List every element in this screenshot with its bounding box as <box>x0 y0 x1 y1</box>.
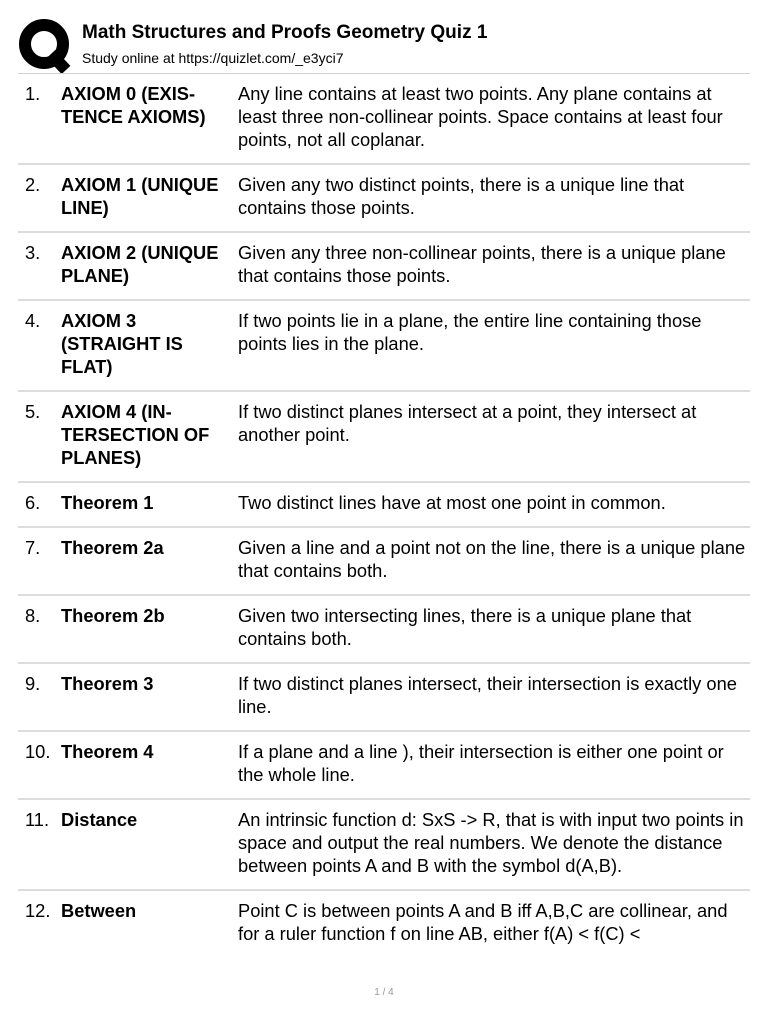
row-term: AXIOM 3 (STRAIGHT IS FLAT) <box>61 310 183 377</box>
row-number: 8. <box>25 605 41 626</box>
header <box>18 18 750 74</box>
row-definition: Point C is between points A and B iff A,B,C are collinear, and for a ruler function f on line AB, either f(A) < f(C) < <box>238 900 728 944</box>
row-number: 12. <box>25 900 51 921</box>
page-subtitle: Study online at https://quizlet.com/_e3yci7 <box>82 50 344 66</box>
row-number: 9. <box>25 673 41 694</box>
row-term: Between <box>61 900 137 921</box>
row-definition: If two points lie in a plane, the entire line containing those points lies in the plane. <box>238 310 702 354</box>
row-number: 2. <box>25 174 41 195</box>
row-definition: Given any three non-collinear points, there is a unique plane that contains those points. <box>238 242 726 286</box>
table-row <box>18 165 750 233</box>
table-row <box>18 392 750 483</box>
row-number: 7. <box>25 537 41 558</box>
table-row <box>18 800 750 891</box>
table-row <box>18 732 750 800</box>
row-definition: Any line contains at least two points. Any plane contains at least three non-collinear points. Space contains at least four points, not all coplanar. <box>238 83 723 150</box>
row-term: AXIOM 4 (IN-TERSECTION OF PLANES) <box>61 401 210 468</box>
page-number: 1 / 4 <box>374 987 394 998</box>
row-term: Theorem 3 <box>61 673 154 694</box>
row-definition: If a plane and a line ), their intersection is either one point or the whole line. <box>238 741 724 785</box>
row-term: Theorem 4 <box>61 741 154 762</box>
row-number: 3. <box>25 242 41 263</box>
row-number: 1. <box>25 83 41 104</box>
table-row <box>18 74 750 165</box>
row-definition: Two distinct lines have at most one point in common. <box>238 492 666 513</box>
table-row <box>18 483 750 528</box>
row-term: Theorem 2b <box>61 605 165 626</box>
row-definition: Given a line and a point not on the line, there is a unique plane that contains both. <box>238 537 746 581</box>
row-term: AXIOM 0 (EXIS-TENCE AXIOMS) <box>61 83 206 127</box>
row-number: 4. <box>25 310 41 331</box>
table-row <box>18 301 750 392</box>
table-row <box>18 596 750 664</box>
terms-table <box>18 73 750 957</box>
table-row <box>18 528 750 596</box>
row-number: 6. <box>25 492 41 513</box>
row-term: Theorem 1 <box>61 492 154 513</box>
page-title: Math Structures and Proofs Geometry Quiz 1 <box>82 22 488 43</box>
row-number: 5. <box>25 401 41 422</box>
row-term: AXIOM 1 (UNIQUE LINE) <box>61 174 219 218</box>
row-term: Distance <box>61 809 138 830</box>
row-definition: An intrinsic function d: SxS -> R, that is with input two points in space and output the real numbers. We denote the distance between points A and B with the symbol d(A,B). <box>238 809 744 876</box>
table-row <box>18 664 750 732</box>
row-term: Theorem 2a <box>61 537 164 558</box>
row-number: 10. <box>25 741 51 762</box>
table-row <box>18 891 750 957</box>
row-number: 11. <box>25 809 50 830</box>
row-definition: If two distinct planes intersect at a point, they intersect at another point. <box>238 401 697 445</box>
table-row <box>18 233 750 301</box>
row-definition: Given any two distinct points, there is a unique line that contains those points. <box>238 174 685 218</box>
quizlet-logo-icon <box>18 18 74 74</box>
row-definition: If two distinct planes intersect, their intersection is exactly one line. <box>238 673 737 717</box>
row-definition: Given two intersecting lines, there is a unique plane that contains both. <box>238 605 692 649</box>
row-term: AXIOM 2 (UNIQUE PLANE) <box>61 242 219 286</box>
